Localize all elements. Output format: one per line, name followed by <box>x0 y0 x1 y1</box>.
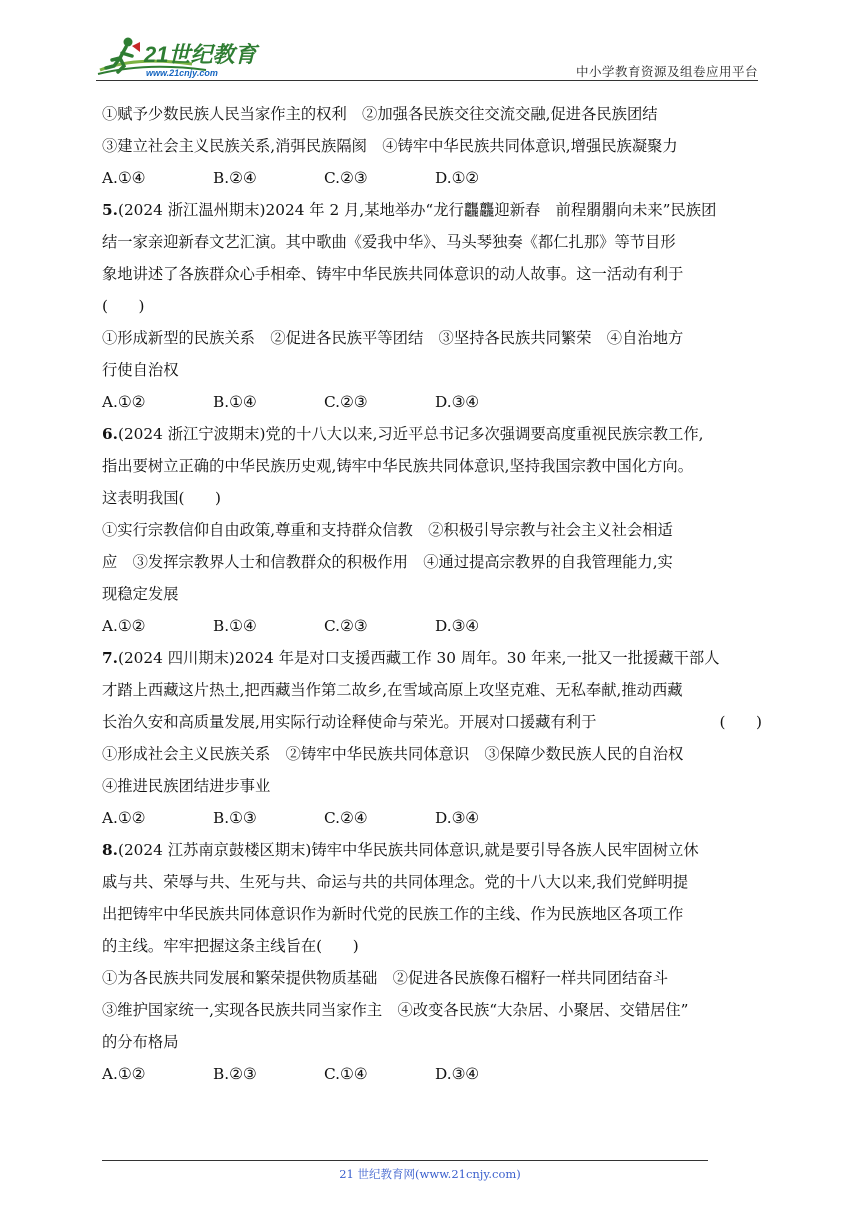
q6-stem-line-3: 这表明我国( ) <box>102 489 222 507</box>
q8-stem-line-1 <box>102 834 762 866</box>
q8-stem-line-3: 出把铸牢中华民族共同体意识作为新时代党的民族工作的主线、作为民族地区各项工作 <box>102 905 684 923</box>
q5-option-d[interactable]: D.③④ <box>435 393 480 411</box>
q5-statement-2: 行使自治权 <box>102 361 179 379</box>
q7-stem-text-3: 长治久安和高质量发展,用实际行动诠释使命与荣光。开展对口援藏有利于 <box>102 713 597 731</box>
q4-option-d[interactable]: D.①② <box>435 169 480 187</box>
q5-statement-1: ①形成新型的民族关系 ②促进各民族平等团结 ③坚持各民族共同繁荣 ④自治地方 <box>102 329 684 347</box>
q7-answer-blank: ( ) <box>719 713 762 731</box>
q5-stem-text-1: (2024 浙江温州期末)2024 年 2 月,某地举办“龙行龘龘迎新春 前程朤朤向未来”民族团 <box>117 201 717 219</box>
q7-option-c[interactable]: C.②④ <box>324 809 368 827</box>
q6-option-d[interactable]: D.③④ <box>435 617 480 635</box>
header-divider <box>96 80 758 81</box>
q4-options <box>102 162 762 194</box>
q7-option-b[interactable]: B.①③ <box>213 809 257 827</box>
q8-option-a[interactable]: A.①② <box>102 1065 146 1083</box>
question-content <box>102 98 762 1090</box>
q7-statement-1: ①形成社会主义民族关系 ②铸牢中华民族共同体意识 ③保障少数民族人民的自治权 <box>102 745 684 763</box>
q5-option-a[interactable]: A.①② <box>102 393 146 411</box>
svg-text:www.21cnjy.com: www.21cnjy.com <box>146 68 218 78</box>
footer-divider <box>102 1160 708 1161</box>
q7-option-a[interactable]: A.①② <box>102 809 146 827</box>
q4-option-c[interactable]: C.②③ <box>324 169 368 187</box>
q8-stem-text-1: (2024 江苏南京鼓楼区期末)铸牢中华民族共同体意识,就是要引导各族人民牢固树立休 <box>117 841 699 859</box>
q6-option-b[interactable]: B.①④ <box>213 617 257 635</box>
footer-link[interactable]: 21 世纪教育网(www.21cnjy.com) <box>339 1167 521 1181</box>
q5-option-c[interactable]: C.②③ <box>324 393 368 411</box>
q5-stem-line-3: 象地讲述了各族群众心手相牵、铸牢中华民族共同体意识的动人故事。这一活动有利于 <box>102 265 684 283</box>
q4-option-a[interactable]: A.①④ <box>102 169 146 187</box>
q5-options <box>102 386 762 418</box>
q8-number: 8. <box>102 841 118 859</box>
q6-option-c[interactable]: C.②③ <box>324 617 368 635</box>
q5-number: 5. <box>102 201 118 219</box>
q6-statement-3: 现稳定发展 <box>102 585 179 603</box>
q8-statement-3: 的分布格局 <box>102 1033 179 1051</box>
q6-stem-line-1 <box>102 418 762 450</box>
q6-statement-2: 应 ③发挥宗教界人士和信教群众的积极作用 ④通过提高宗教界的自我管理能力,实 <box>102 553 673 571</box>
runner-logo-icon <box>96 34 266 80</box>
q8-statement-2: ③维护国家统一,实现各民族共同当家作主 ④改变各民族“大杂居、小聚居、交错居住” <box>102 1001 689 1019</box>
q8-option-b[interactable]: B.②③ <box>213 1065 257 1083</box>
q6-stem-text-1: (2024 浙江宁波期末)党的十八大以来,习近平总书记多次强调要高度重视民族宗教工作, <box>117 425 704 443</box>
q7-stem-line-3 <box>102 706 762 738</box>
q7-option-d[interactable]: D.③④ <box>435 809 480 827</box>
q4-statement-2: ③建立社会主义民族关系,消弭民族隔阂 ④铸牢中华民族共同体意识,增强民族凝聚力 <box>102 137 678 155</box>
q6-stem-line-2: 指出要树立正确的中华民族历史观,铸牢中华民族共同体意识,坚持我国宗教中国化方向。 <box>102 457 694 475</box>
q8-stem-line-4: 的主线。牢牢把握这条主线旨在( ) <box>102 937 359 955</box>
q8-options <box>102 1058 762 1090</box>
q6-options <box>102 610 762 642</box>
q8-option-c[interactable]: C.①④ <box>324 1065 368 1083</box>
q5-stem-line-1 <box>102 194 762 226</box>
q8-statement-1: ①为各民族共同发展和繁荣提供物质基础 ②促进各民族像石榴籽一样共同团结奋斗 <box>102 969 668 987</box>
q5-stem-line-2: 结一家亲迎新春文艺汇演。其中歌曲《爱我中华》、马头琴独奏《都仁扎那》等节目形 <box>102 233 676 251</box>
site-logo[interactable] <box>96 34 266 80</box>
q7-statement-2: ④推进民族团结进步事业 <box>102 777 271 795</box>
q5-answer-blank: ( ) <box>102 297 145 315</box>
q4-statement-1: ①赋予少数民族人民当家作主的权利 ②加强各民族交往交流交融,促进各民族团结 <box>102 105 658 123</box>
platform-name: 中小学教育资源及组卷应用平台 <box>575 64 758 79</box>
q7-stem-line-1 <box>102 642 762 674</box>
q4-option-b[interactable]: B.②④ <box>213 169 257 187</box>
q6-option-a[interactable]: A.①② <box>102 617 146 635</box>
q7-number: 7. <box>102 649 118 667</box>
q7-stem-text-1: (2024 四川期末)2024 年是对口支援西藏工作 30 周年。30 年来,一批又一批援藏干部人 <box>117 649 720 667</box>
q7-options <box>102 802 762 834</box>
svg-text:21世纪教育: 21世纪教育 <box>144 42 257 67</box>
q6-number: 6. <box>102 425 118 443</box>
page-header <box>96 30 758 82</box>
q6-statement-1: ①实行宗教信仰自由政策,尊重和支持群众信教 ②积极引导宗教与社会主义社会相适 <box>102 521 673 539</box>
q8-option-d[interactable]: D.③④ <box>435 1065 480 1083</box>
q7-stem-line-2: 才踏上西藏这片热土,把西藏当作第二故乡,在雪域高原上攻坚克难、无私奉献,推动西藏 <box>102 681 683 699</box>
q8-stem-line-2: 戚与共、荣辱与共、生死与共、命运与共的共同体理念。党的十八大以来,我们党鲜明提 <box>102 873 689 891</box>
q5-option-b[interactable]: B.①④ <box>213 393 257 411</box>
